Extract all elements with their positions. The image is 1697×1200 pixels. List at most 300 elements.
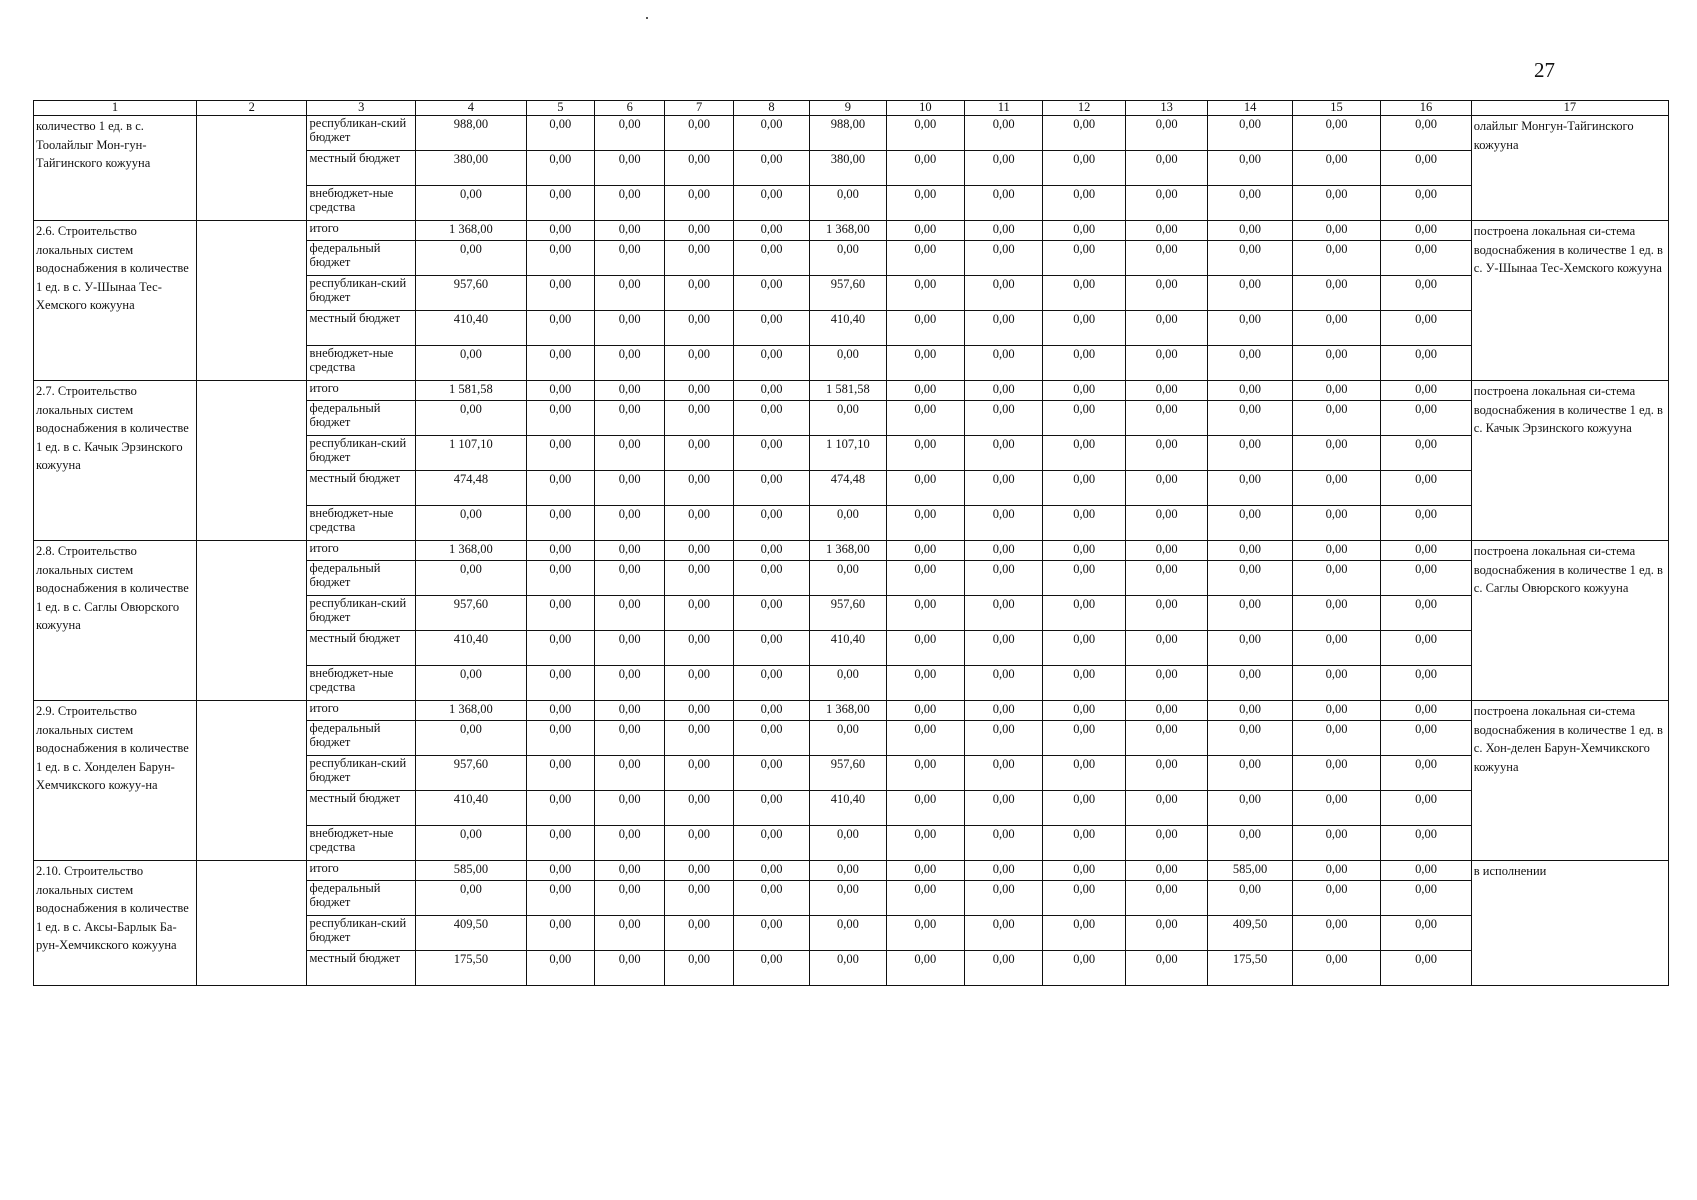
amount-cell: 0,00 — [1043, 346, 1125, 381]
amount-cell: 0,00 — [965, 596, 1043, 631]
amount-cell: 0,00 — [595, 666, 665, 701]
amount-cell: 0,00 — [965, 381, 1043, 401]
amount-cell: 409,50 — [1208, 916, 1292, 951]
amount-cell: 0,00 — [1292, 346, 1380, 381]
amount-cell: 0,00 — [1208, 791, 1292, 826]
amount-cell: 0,00 — [1381, 791, 1471, 826]
funding-source-cell: местный бюджет — [307, 471, 416, 506]
amount-cell: 0,00 — [1292, 311, 1380, 346]
amount-cell: 0,00 — [1125, 506, 1207, 541]
amount-cell: 0,00 — [1043, 221, 1125, 241]
amount-cell: 0,00 — [1125, 561, 1207, 596]
amount-cell: 0,00 — [1292, 436, 1380, 471]
amount-cell: 0,00 — [665, 506, 733, 541]
amount-cell: 0,00 — [665, 916, 733, 951]
funding-source-cell: итого — [307, 541, 416, 561]
amount-cell: 0,00 — [1125, 311, 1207, 346]
amount-cell: 0,00 — [1125, 791, 1207, 826]
amount-cell: 1 368,00 — [810, 701, 886, 721]
amount-cell: 0,00 — [810, 826, 886, 861]
amount-cell: 0,00 — [526, 631, 594, 666]
amount-cell: 0,00 — [1043, 826, 1125, 861]
amount-cell: 957,60 — [416, 596, 527, 631]
amount-cell: 0,00 — [595, 541, 665, 561]
amount-cell: 0,00 — [1208, 186, 1292, 221]
amount-cell: 0,00 — [733, 561, 809, 596]
amount-cell: 0,00 — [886, 881, 964, 916]
amount-cell: 0,00 — [665, 701, 733, 721]
executor-cell — [196, 381, 307, 541]
amount-cell: 0,00 — [810, 506, 886, 541]
amount-cell: 1 368,00 — [810, 221, 886, 241]
amount-cell: 0,00 — [733, 116, 809, 151]
amount-cell: 0,00 — [526, 401, 594, 436]
amount-cell: 0,00 — [965, 506, 1043, 541]
funding-source-cell: республикан-ский бюджет — [307, 596, 416, 631]
amount-cell: 0,00 — [526, 311, 594, 346]
amount-cell: 0,00 — [965, 861, 1043, 881]
funding-source-cell: республикан-ский бюджет — [307, 756, 416, 791]
amount-cell: 0,00 — [1292, 401, 1380, 436]
amount-cell: 410,40 — [810, 791, 886, 826]
amount-cell: 0,00 — [965, 721, 1043, 756]
amount-cell: 1 581,58 — [416, 381, 527, 401]
amount-cell: 0,00 — [1208, 221, 1292, 241]
amount-cell: 0,00 — [1125, 116, 1207, 151]
amount-cell: 0,00 — [1381, 916, 1471, 951]
amount-cell: 0,00 — [1125, 916, 1207, 951]
amount-cell: 409,50 — [416, 916, 527, 951]
amount-cell: 0,00 — [1125, 721, 1207, 756]
amount-cell: 0,00 — [595, 721, 665, 756]
amount-cell: 0,00 — [526, 346, 594, 381]
amount-cell: 0,00 — [886, 506, 964, 541]
amount-cell: 0,00 — [1125, 666, 1207, 701]
funding-source-cell: федеральный бюджет — [307, 401, 416, 436]
amount-cell: 988,00 — [810, 116, 886, 151]
amount-cell: 0,00 — [733, 541, 809, 561]
amount-cell: 0,00 — [595, 221, 665, 241]
amount-cell: 0,00 — [1381, 311, 1471, 346]
amount-cell: 0,00 — [595, 701, 665, 721]
executor-cell — [196, 541, 307, 701]
amount-cell: 0,00 — [1381, 346, 1471, 381]
amount-cell: 0,00 — [1381, 721, 1471, 756]
amount-cell: 0,00 — [595, 186, 665, 221]
amount-cell: 0,00 — [733, 311, 809, 346]
activity-name-cell: 2.8. Строительство локальных систем водоснабжения в количестве 1 ед. в с. Саглы Овюрского кожууна — [34, 541, 197, 701]
amount-cell: 0,00 — [886, 221, 964, 241]
amount-cell: 0,00 — [1043, 561, 1125, 596]
executor-cell — [196, 861, 307, 986]
amount-cell: 0,00 — [1208, 276, 1292, 311]
amount-cell: 0,00 — [595, 116, 665, 151]
funding-source-cell: внебюджет-ные средства — [307, 346, 416, 381]
amount-cell: 0,00 — [965, 666, 1043, 701]
amount-cell: 0,00 — [965, 151, 1043, 186]
amount-cell: 0,00 — [733, 951, 809, 986]
amount-cell: 380,00 — [416, 151, 527, 186]
amount-cell: 0,00 — [526, 116, 594, 151]
amount-cell: 0,00 — [1125, 381, 1207, 401]
amount-cell: 0,00 — [886, 631, 964, 666]
amount-cell: 0,00 — [526, 381, 594, 401]
amount-cell: 1 368,00 — [416, 701, 527, 721]
amount-cell: 0,00 — [526, 701, 594, 721]
amount-cell: 0,00 — [595, 881, 665, 916]
amount-cell: 0,00 — [886, 561, 964, 596]
amount-cell: 474,48 — [416, 471, 527, 506]
amount-cell: 0,00 — [733, 436, 809, 471]
amount-cell: 0,00 — [416, 561, 527, 596]
amount-cell: 0,00 — [416, 186, 527, 221]
amount-cell: 0,00 — [595, 436, 665, 471]
amount-cell: 0,00 — [1292, 506, 1380, 541]
column-header: 5 — [526, 101, 594, 116]
column-header: 10 — [886, 101, 964, 116]
amount-cell: 0,00 — [1125, 471, 1207, 506]
amount-cell: 0,00 — [1125, 401, 1207, 436]
amount-cell: 0,00 — [965, 916, 1043, 951]
amount-cell: 0,00 — [595, 381, 665, 401]
amount-cell: 0,00 — [665, 401, 733, 436]
amount-cell: 0,00 — [1208, 436, 1292, 471]
amount-cell: 0,00 — [1292, 951, 1380, 986]
amount-cell: 0,00 — [1292, 631, 1380, 666]
amount-cell: 0,00 — [1043, 951, 1125, 986]
amount-cell: 0,00 — [1208, 151, 1292, 186]
amount-cell: 0,00 — [1292, 881, 1380, 916]
amount-cell: 0,00 — [1125, 881, 1207, 916]
amount-cell: 0,00 — [886, 381, 964, 401]
amount-cell: 0,00 — [810, 241, 886, 276]
amount-cell: 0,00 — [965, 241, 1043, 276]
amount-cell: 0,00 — [1292, 916, 1380, 951]
funding-source-cell: федеральный бюджет — [307, 881, 416, 916]
amount-cell: 1 581,58 — [810, 381, 886, 401]
column-header: 15 — [1292, 101, 1380, 116]
amount-cell: 0,00 — [1043, 186, 1125, 221]
amount-cell: 0,00 — [1292, 791, 1380, 826]
amount-cell: 0,00 — [1125, 951, 1207, 986]
column-header-row — [34, 101, 1669, 116]
amount-cell: 0,00 — [965, 116, 1043, 151]
table-body — [34, 116, 1669, 986]
amount-cell: 0,00 — [1125, 186, 1207, 221]
amount-cell: 0,00 — [1292, 116, 1380, 151]
amount-cell: 0,00 — [595, 756, 665, 791]
funding-source-cell: республикан-ский бюджет — [307, 916, 416, 951]
result-cell: построена локальная си-стема водоснабжения в количестве 1 ед. в с. Саглы Овюрского кожууна — [1471, 541, 1668, 701]
activity-name-cell: 2.7. Строительство локальных систем водоснабжения в количестве 1 ед. в с. Качык Эрзинского кожууна — [34, 381, 197, 541]
funding-source-cell: итого — [307, 221, 416, 241]
amount-cell: 0,00 — [965, 401, 1043, 436]
amount-cell: 410,40 — [810, 631, 886, 666]
activity-name-cell: 2.6. Строительство локальных систем водоснабжения в количестве 1 ед. в с. У-Шынаа Тес-Хемского кожууна — [34, 221, 197, 381]
amount-cell: 0,00 — [1125, 596, 1207, 631]
amount-cell: 0,00 — [1292, 666, 1380, 701]
funding-source-cell: республикан-ский бюджет — [307, 116, 416, 151]
amount-cell: 1 368,00 — [416, 541, 527, 561]
amount-cell: 0,00 — [526, 436, 594, 471]
amount-cell: 474,48 — [810, 471, 886, 506]
amount-cell: 0,00 — [1208, 631, 1292, 666]
result-cell: в исполнении — [1471, 861, 1668, 986]
amount-cell: 0,00 — [965, 756, 1043, 791]
amount-cell: 0,00 — [886, 666, 964, 701]
page-number: 27 — [1534, 58, 1555, 82]
amount-cell: 0,00 — [416, 721, 527, 756]
amount-cell: 0,00 — [965, 436, 1043, 471]
amount-cell: 0,00 — [1208, 596, 1292, 631]
column-header: 16 — [1381, 101, 1471, 116]
amount-cell: 410,40 — [810, 311, 886, 346]
amount-cell: 0,00 — [526, 241, 594, 276]
amount-cell: 0,00 — [1381, 381, 1471, 401]
column-header: 9 — [810, 101, 886, 116]
amount-cell: 0,00 — [1043, 276, 1125, 311]
amount-cell: 0,00 — [810, 346, 886, 381]
amount-cell: 0,00 — [1381, 506, 1471, 541]
amount-cell: 0,00 — [595, 346, 665, 381]
amount-cell: 0,00 — [1208, 541, 1292, 561]
amount-cell: 0,00 — [1043, 861, 1125, 881]
amount-cell: 957,60 — [810, 756, 886, 791]
amount-cell: 0,00 — [1292, 596, 1380, 631]
amount-cell: 0,00 — [1381, 881, 1471, 916]
amount-cell: 0,00 — [595, 916, 665, 951]
amount-cell: 0,00 — [1043, 791, 1125, 826]
amount-cell: 0,00 — [416, 506, 527, 541]
amount-cell: 0,00 — [965, 276, 1043, 311]
amount-cell: 0,00 — [1208, 721, 1292, 756]
amount-cell: 0,00 — [965, 471, 1043, 506]
amount-cell: 0,00 — [1381, 276, 1471, 311]
amount-cell: 0,00 — [1292, 721, 1380, 756]
amount-cell: 0,00 — [665, 826, 733, 861]
amount-cell: 0,00 — [1292, 381, 1380, 401]
amount-cell: 0,00 — [733, 756, 809, 791]
amount-cell: 0,00 — [1208, 311, 1292, 346]
amount-cell: 0,00 — [526, 826, 594, 861]
amount-cell: 380,00 — [810, 151, 886, 186]
amount-cell: 0,00 — [1125, 221, 1207, 241]
amount-cell: 0,00 — [1043, 381, 1125, 401]
amount-cell: 0,00 — [665, 471, 733, 506]
amount-cell: 957,60 — [416, 276, 527, 311]
amount-cell: 0,00 — [1043, 241, 1125, 276]
amount-cell: 0,00 — [1043, 631, 1125, 666]
amount-cell: 0,00 — [526, 221, 594, 241]
amount-cell: 0,00 — [886, 241, 964, 276]
result-cell: построена локальная си-стема водоснабжения в количестве 1 ед. в с. Хон-делен Барун-Хемчикского кожууна — [1471, 701, 1668, 861]
funding-source-cell: внебюджет-ные средства — [307, 186, 416, 221]
amount-cell: 0,00 — [595, 596, 665, 631]
amount-cell: 0,00 — [595, 506, 665, 541]
amount-cell: 175,50 — [1208, 951, 1292, 986]
amount-cell: 0,00 — [1292, 221, 1380, 241]
activity-name-cell: 2.10. Строительство локальных систем водоснабжения в количестве 1 ед. в с. Аксы-Барлык Ба-рун-Хемчикского кожууна — [34, 861, 197, 986]
amount-cell: 0,00 — [810, 951, 886, 986]
funding-source-cell: итого — [307, 861, 416, 881]
amount-cell: 0,00 — [886, 401, 964, 436]
amount-cell: 0,00 — [886, 596, 964, 631]
result-cell: олайлыг Монгун-Тайгинского кожууна — [1471, 116, 1668, 221]
amount-cell: 0,00 — [886, 951, 964, 986]
amount-cell: 0,00 — [595, 311, 665, 346]
amount-cell: 0,00 — [733, 631, 809, 666]
amount-cell: 0,00 — [665, 861, 733, 881]
amount-cell: 0,00 — [886, 756, 964, 791]
amount-cell: 0,00 — [1292, 861, 1380, 881]
executor-cell — [196, 221, 307, 381]
amount-cell: 0,00 — [810, 916, 886, 951]
amount-cell: 0,00 — [665, 791, 733, 826]
amount-cell: 0,00 — [1292, 276, 1380, 311]
amount-cell: 0,00 — [1043, 721, 1125, 756]
executor-cell — [196, 116, 307, 221]
amount-cell: 0,00 — [886, 541, 964, 561]
amount-cell: 0,00 — [1125, 436, 1207, 471]
amount-cell: 0,00 — [416, 401, 527, 436]
amount-cell: 0,00 — [733, 401, 809, 436]
amount-cell: 0,00 — [526, 151, 594, 186]
amount-cell: 0,00 — [1208, 561, 1292, 596]
amount-cell: 0,00 — [1043, 151, 1125, 186]
funding-source-cell: федеральный бюджет — [307, 721, 416, 756]
amount-cell: 0,00 — [1208, 346, 1292, 381]
amount-cell: 0,00 — [965, 631, 1043, 666]
amount-cell: 0,00 — [665, 186, 733, 221]
amount-cell: 0,00 — [416, 241, 527, 276]
amount-cell: 0,00 — [1043, 756, 1125, 791]
amount-cell: 0,00 — [1043, 916, 1125, 951]
amount-cell: 0,00 — [595, 276, 665, 311]
amount-cell: 410,40 — [416, 791, 527, 826]
amount-cell: 0,00 — [1381, 241, 1471, 276]
amount-cell: 0,00 — [665, 666, 733, 701]
amount-cell: 988,00 — [416, 116, 527, 151]
amount-cell: 0,00 — [1043, 596, 1125, 631]
amount-cell: 0,00 — [416, 346, 527, 381]
funding-source-cell: федеральный бюджет — [307, 241, 416, 276]
amount-cell: 0,00 — [1292, 151, 1380, 186]
amount-cell: 0,00 — [665, 541, 733, 561]
amount-cell: 0,00 — [665, 561, 733, 596]
column-header: 17 — [1471, 101, 1668, 116]
amount-cell: 0,00 — [1208, 401, 1292, 436]
funding-source-cell: местный бюджет — [307, 791, 416, 826]
amount-cell: 0,00 — [1208, 471, 1292, 506]
amount-cell: 0,00 — [886, 276, 964, 311]
amount-cell: 0,00 — [886, 471, 964, 506]
funding-source-cell: внебюджет-ные средства — [307, 506, 416, 541]
amount-cell: 0,00 — [733, 701, 809, 721]
amount-cell: 0,00 — [733, 471, 809, 506]
amount-cell: 0,00 — [810, 666, 886, 701]
column-header: 2 — [196, 101, 307, 116]
amount-cell: 0,00 — [965, 541, 1043, 561]
amount-cell: 0,00 — [886, 791, 964, 826]
amount-cell: 0,00 — [1292, 756, 1380, 791]
amount-cell: 0,00 — [1208, 756, 1292, 791]
amount-cell: 0,00 — [1043, 311, 1125, 346]
column-header: 13 — [1125, 101, 1207, 116]
table-row — [34, 541, 1669, 561]
amount-cell: 0,00 — [526, 541, 594, 561]
funding-source-cell: республикан-ский бюджет — [307, 276, 416, 311]
amount-cell: 0,00 — [810, 881, 886, 916]
amount-cell: 0,00 — [1381, 401, 1471, 436]
amount-cell: 0,00 — [733, 881, 809, 916]
amount-cell: 0,00 — [416, 881, 527, 916]
amount-cell: 0,00 — [733, 596, 809, 631]
amount-cell: 0,00 — [810, 186, 886, 221]
amount-cell: 0,00 — [416, 666, 527, 701]
amount-cell: 0,00 — [886, 346, 964, 381]
amount-cell: 0,00 — [1043, 436, 1125, 471]
amount-cell: 0,00 — [595, 631, 665, 666]
amount-cell: 0,00 — [526, 561, 594, 596]
amount-cell: 0,00 — [886, 151, 964, 186]
activity-name-cell: количество 1 ед. в с. Тоолайлыг Мон-гун-Тайгинского кожууна — [34, 116, 197, 221]
amount-cell: 0,00 — [526, 186, 594, 221]
amount-cell: 1 107,10 — [810, 436, 886, 471]
column-header: 12 — [1043, 101, 1125, 116]
funding-source-cell: федеральный бюджет — [307, 561, 416, 596]
amount-cell: 0,00 — [665, 756, 733, 791]
column-header: 1 — [34, 101, 197, 116]
funding-source-cell: итого — [307, 701, 416, 721]
funding-source-cell: местный бюджет — [307, 151, 416, 186]
amount-cell: 0,00 — [1208, 701, 1292, 721]
amount-cell: 0,00 — [733, 826, 809, 861]
table-row — [34, 701, 1669, 721]
amount-cell: 0,00 — [733, 506, 809, 541]
amount-cell: 0,00 — [965, 881, 1043, 916]
amount-cell: 957,60 — [416, 756, 527, 791]
amount-cell: 0,00 — [526, 276, 594, 311]
amount-cell: 0,00 — [733, 916, 809, 951]
column-header: 8 — [733, 101, 809, 116]
table-row — [34, 116, 1669, 151]
amount-cell: 0,00 — [1292, 471, 1380, 506]
funding-source-cell: местный бюджет — [307, 951, 416, 986]
amount-cell: 410,40 — [416, 631, 527, 666]
amount-cell: 0,00 — [665, 951, 733, 986]
amount-cell: 0,00 — [526, 506, 594, 541]
amount-cell: 0,00 — [1125, 861, 1207, 881]
column-header: 14 — [1208, 101, 1292, 116]
amount-cell: 0,00 — [733, 221, 809, 241]
amount-cell: 0,00 — [1043, 401, 1125, 436]
amount-cell: 0,00 — [1381, 561, 1471, 596]
amount-cell: 0,00 — [1381, 471, 1471, 506]
amount-cell: 0,00 — [665, 116, 733, 151]
amount-cell: 0,00 — [1043, 116, 1125, 151]
amount-cell: 0,00 — [886, 701, 964, 721]
amount-cell: 0,00 — [1043, 881, 1125, 916]
amount-cell: 0,00 — [810, 721, 886, 756]
amount-cell: 0,00 — [1381, 541, 1471, 561]
amount-cell: 0,00 — [1125, 346, 1207, 381]
amount-cell: 1 368,00 — [810, 541, 886, 561]
amount-cell: 1 107,10 — [416, 436, 527, 471]
amount-cell: 175,50 — [416, 951, 527, 986]
amount-cell: 0,00 — [1125, 276, 1207, 311]
amount-cell: 0,00 — [965, 826, 1043, 861]
funding-source-cell: итого — [307, 381, 416, 401]
